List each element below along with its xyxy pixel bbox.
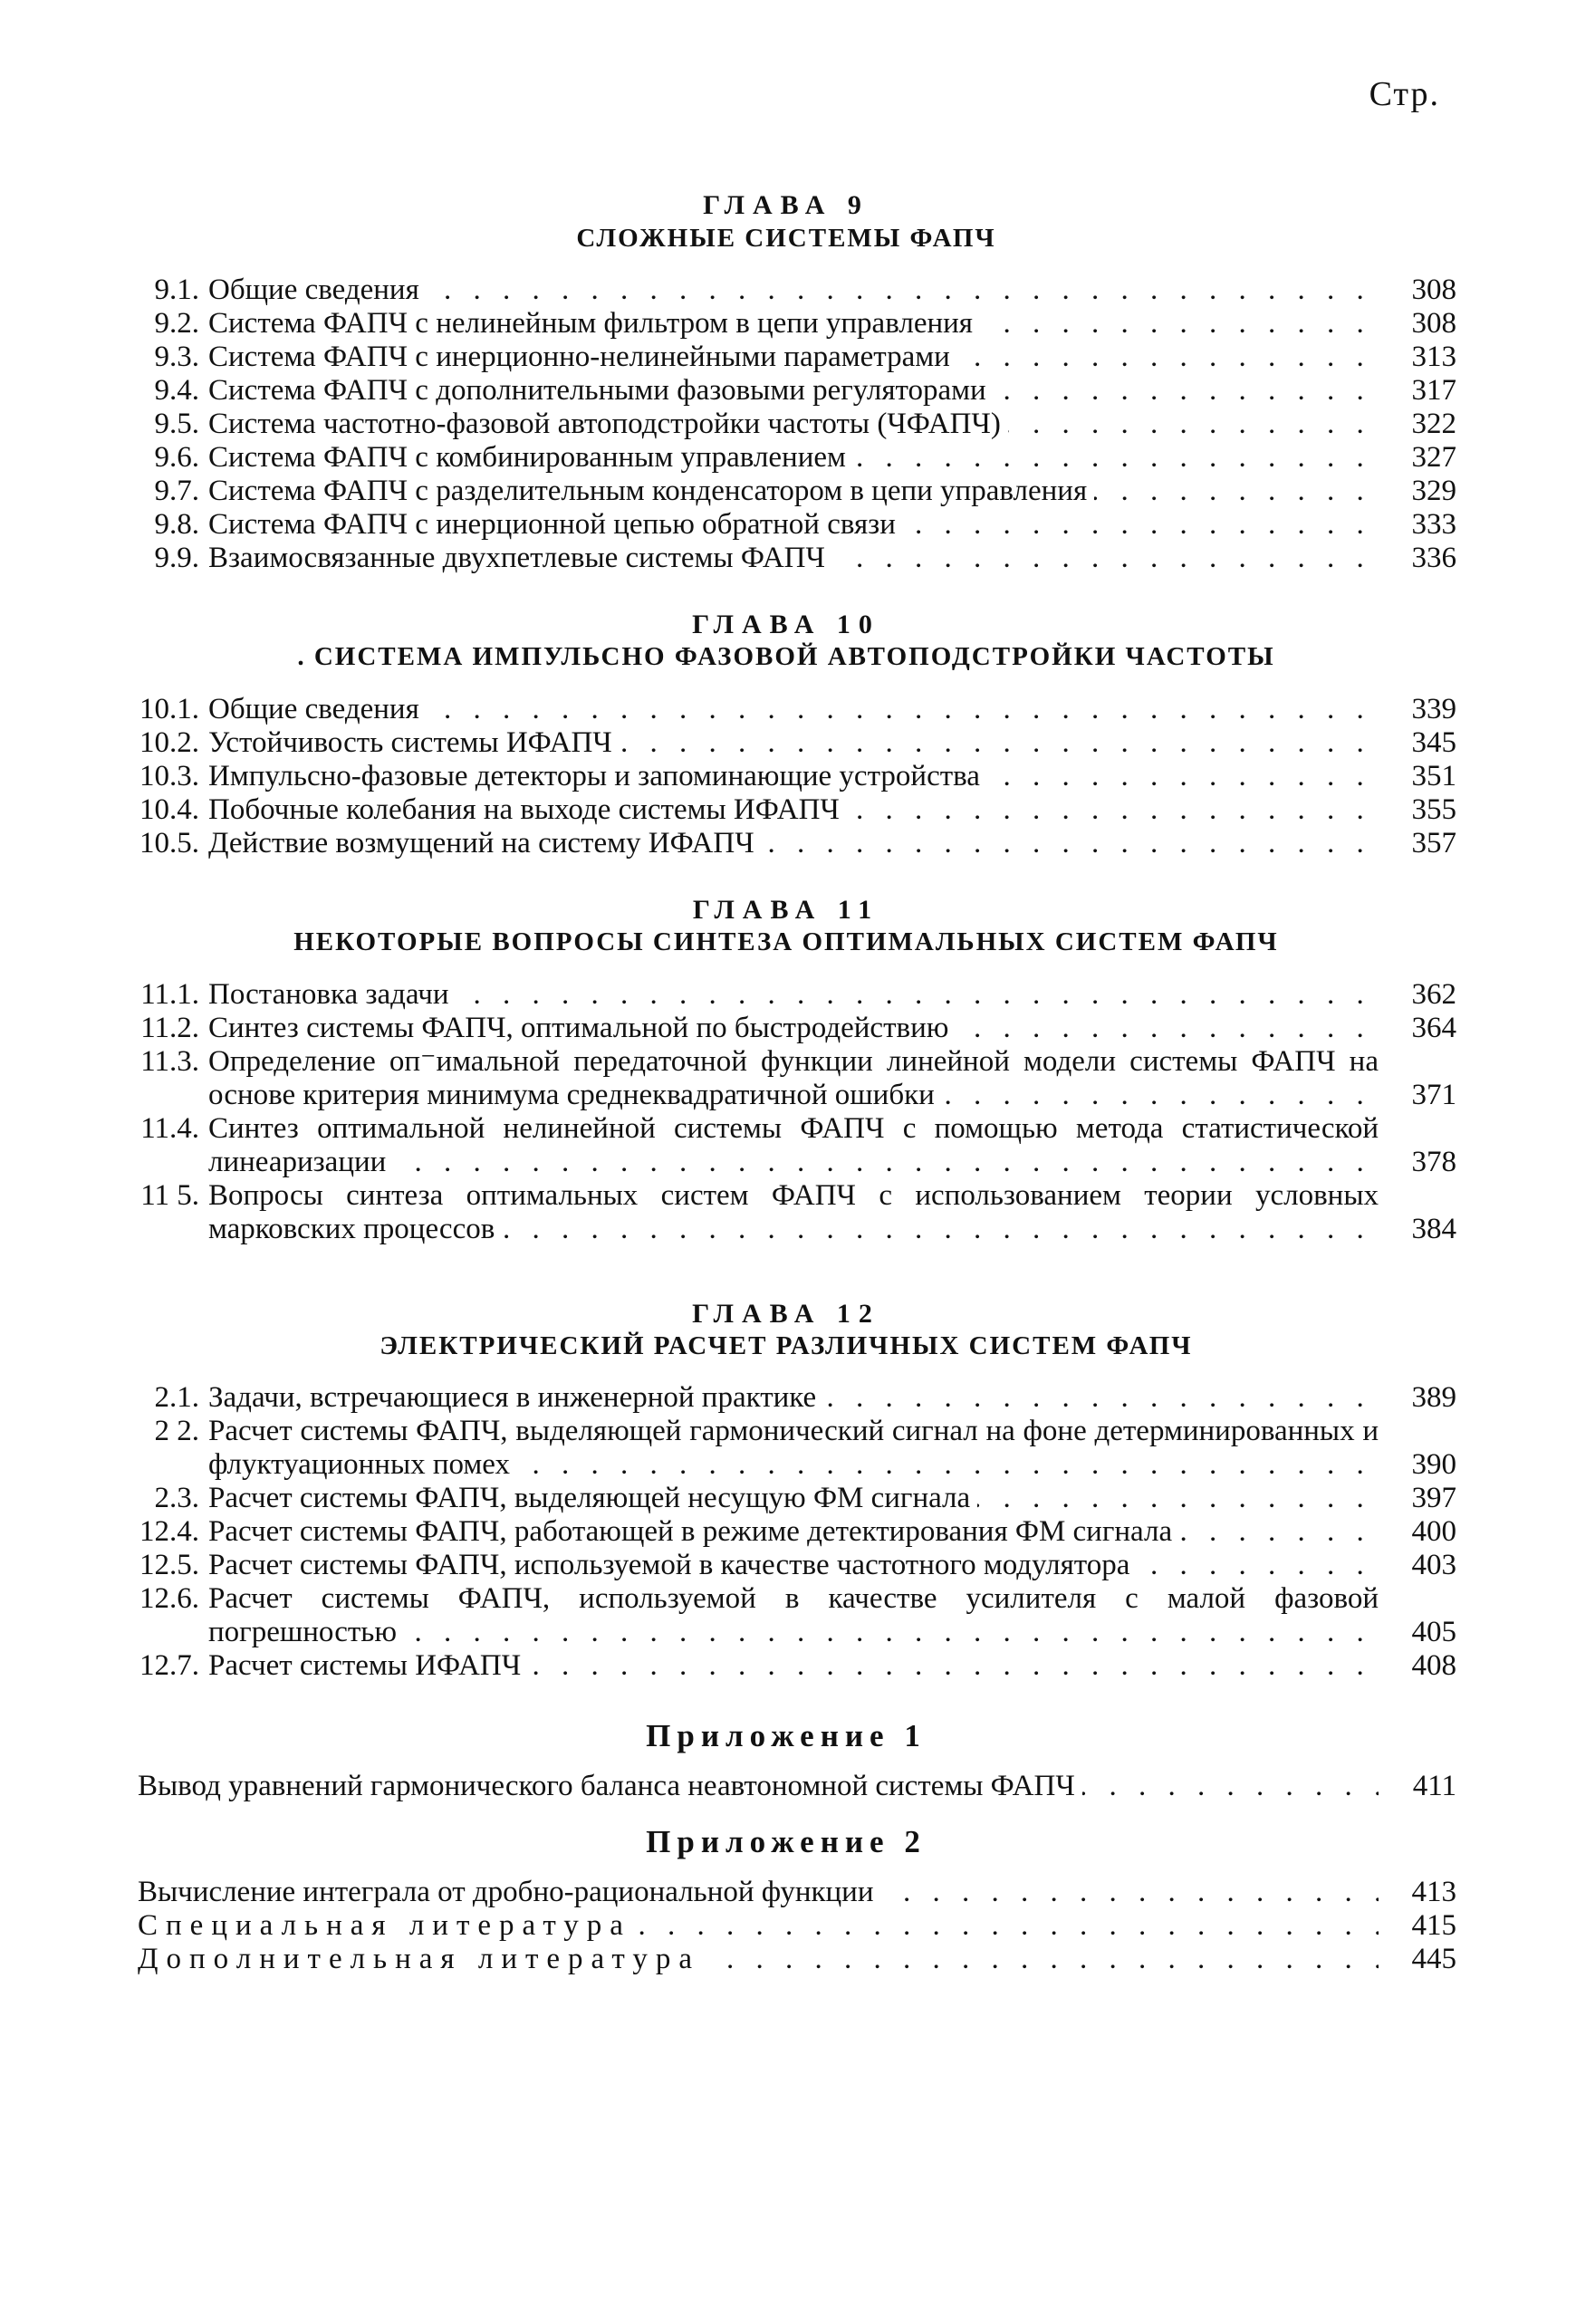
toc-entry[interactable] [116,760,1456,793]
chapter-label: ГЛАВА 9 [703,190,870,220]
entry-number: 11.1. [140,977,199,1011]
entry-page: 403 [1411,1549,1456,1582]
toc-entry[interactable] [116,441,1456,475]
entry-title: Вывод уравнений гармонического баланса неавтономной системы ФАПЧ [138,1770,1082,1802]
toc-entry[interactable] [116,307,1456,341]
toc-entry[interactable] [116,542,1456,575]
entry-page: 308 [1411,273,1456,306]
entry-title: Система ФАПЧ с дополнительными фазовыми регуляторами [208,374,994,407]
toc-entry[interactable] [116,1515,1456,1549]
entry-title: Расчет системы ФАПЧ, используемой в качестве усилителя с малой фазовой погрешностью [208,1582,1379,1649]
toc-entry[interactable] [116,1012,1456,1045]
entry-page: 397 [1411,1482,1456,1515]
entry-page: 322 [1411,407,1456,440]
entry-title: Вопросы синтеза оптимальных систем ФАПЧ с использованием теории условных марковских процессов [208,1178,1379,1245]
chapter-label: ГЛАВА 11 [692,894,880,925]
entry-page: 400 [1411,1515,1456,1549]
toc-entry[interactable] [116,508,1456,542]
entry-number: 9.9. [154,541,199,574]
entry-page: 317 [1411,373,1456,407]
entry-number: 10.3. [139,759,199,792]
entry-page: 445 [1411,1943,1456,1976]
entry-title: Взаимосвязанные двухпетлевые системы ФАПЧ [208,542,832,574]
chapter-12 [116,1299,1456,1684]
toc-entry[interactable] [116,1415,1456,1482]
entry-title: Действие возмущений на систему ИФАПЧ [208,827,762,859]
appendix-heading: Приложение 2 [646,1824,927,1860]
entry-number: 12.5. [139,1549,199,1582]
entry-number: 11 5. [140,1178,199,1212]
entry-number: 10.5. [139,826,199,859]
entry-title: Система ФАПЧ с комбинированным управлением [208,441,853,474]
entry-page: 336 [1411,541,1456,574]
entry-title: Система ФАПЧ с инерционной цепью обратной связи [208,508,903,541]
toc-entry[interactable] [116,1549,1456,1582]
chapter-heading [116,1299,1456,1362]
entry-number: 11.2. [140,1011,199,1044]
entry-page: 329 [1411,474,1456,507]
entry-page: 308 [1411,306,1456,340]
chapter-entries [116,693,1456,860]
toc-entry[interactable] [116,1770,1456,1803]
entry-title: Система ФАПЧ с нелинейным фильтром в цепи управления [208,307,980,340]
chapter-heading [116,610,1456,673]
toc-entry[interactable] [116,1909,1456,1943]
toc-entry[interactable] [116,1649,1456,1683]
entry-title: Расчет системы ИФАПЧ [208,1649,528,1682]
entry-number: 9.4. [154,373,199,407]
toc-entry[interactable] [116,1112,1456,1179]
entry-title: Синтез оптимальной нелинейной системы ФАПЧ с помощью метода статистической линеаризации [208,1111,1379,1178]
entry-number: 9.1. [154,273,199,306]
entry-title: Общие сведения [208,274,427,306]
appendix-2 [116,1823,1456,1976]
entry-number: 9.5. [154,407,199,440]
entry-number: 10.4. [139,792,199,826]
toc-entry[interactable] [116,1045,1456,1112]
entry-number: 9.3. [154,340,199,373]
entry-number: 9.6. [154,440,199,474]
page-column-label: Стр. [1369,75,1440,113]
entry-page: 384 [1411,1212,1456,1245]
entry-number: 9.2. [154,306,199,340]
toc-entry[interactable] [116,693,1456,726]
appendix-1 [116,1717,1456,1803]
entry-page: 313 [1411,340,1456,373]
entry-number: 2.3. [154,1482,199,1515]
entry-page: 411 [1412,1770,1456,1803]
toc-entry[interactable] [116,726,1456,760]
entry-title: Система частотно-фазовой автоподстройки частоты (ЧФАПЧ) [208,408,1008,440]
chapter-heading [116,895,1456,958]
entry-page: 345 [1411,725,1456,759]
entry-page: 415 [1411,1909,1456,1943]
toc-entry[interactable] [116,1179,1456,1246]
toc-entry[interactable] [116,274,1456,307]
entry-number: 10.1. [139,692,199,725]
entry-title: Импульсно-фазовые детекторы и запоминающие устройства [208,760,987,792]
toc-entry[interactable] [116,374,1456,408]
entry-page: 362 [1411,977,1456,1011]
chapter-entries [116,1381,1456,1683]
entry-number: 12.7. [139,1649,199,1683]
entry-number: 2 2. [154,1415,199,1448]
chapter-heading [116,190,1456,254]
entry-page: 413 [1411,1876,1456,1909]
chapter-title: . СИСТЕМА ИМПУЛЬСНО ФАЗОВОЙ АВТОПОДСТРОЙКИ ЧАСТОТЫ [297,642,1275,672]
entry-page: 327 [1411,440,1456,474]
entry-page: 389 [1411,1381,1456,1415]
appendix-entries [116,1770,1456,1803]
appendix-entries [116,1876,1456,1976]
entry-page: 390 [1411,1448,1456,1482]
entry-number: 12.4. [139,1515,199,1549]
entry-number: 11.3. [140,1044,199,1078]
entry-title: Расчет системы ФАПЧ, выделяющей гармонический сигнал на фоне детерминированных и флуктуационных помех [208,1415,1379,1482]
entry-title: Система ФАПЧ с разделительным конденсатором в цепи управления [208,475,1094,507]
chapter-title: ЭЛЕКТРИЧЕСКИЙ РАСЧЕТ РАЗЛИЧНЫХ СИСТЕМ ФАПЧ [380,1331,1193,1361]
entry-title: Постановка задачи [208,978,456,1011]
chapter-title: НЕКОТОРЫЕ ВОПРОСЫ СИНТЕЗА ОПТИМАЛЬНЫХ СИСТЕМ ФАПЧ [293,927,1279,957]
entry-page: 408 [1411,1649,1456,1683]
entry-page: 333 [1411,507,1456,541]
entry-number: 10.2. [139,725,199,759]
entry-page: 371 [1411,1078,1456,1111]
toc-entry[interactable] [116,1876,1456,1909]
entry-title: Побочные колебания на выходе системы ИФАПЧ [208,793,847,826]
entry-page: 364 [1411,1011,1456,1044]
toc-entry[interactable] [116,1582,1456,1649]
entry-title: Вычисление интеграла от дробно-рациональной функции [138,1876,881,1908]
toc-entry[interactable] [116,978,1456,1012]
entry-title: Определение оп⁻имальной передаточной функции линейной модели системы ФАПЧ на основе критерия минимума среднеквадратичной ошибки [208,1044,1379,1111]
entry-page: 357 [1411,826,1456,859]
toc-entry[interactable] [116,793,1456,827]
chapter-title: СЛОЖНЫЕ СИСТЕМЫ ФАПЧ [576,223,996,253]
entry-number: 2.1. [154,1381,199,1415]
toc-entry[interactable] [116,1943,1456,1976]
chapter-11 [116,895,1456,1246]
entry-page: 355 [1411,792,1456,826]
toc-entry[interactable] [116,475,1456,508]
entry-page: 339 [1411,692,1456,725]
entry-title: Общие сведения [208,693,427,725]
entry-title: Задачи, встречающиеся в инженерной практике [208,1381,823,1414]
entry-title: Расчет системы ФАПЧ, выделяющей несущую ФМ сигнала [208,1482,977,1514]
entry-title: Расчет системы ФАПЧ, работающей в режиме детектирования ФМ сигнала [208,1515,1179,1548]
entry-title: Синтез системы ФАПЧ, оптимальной по быстродействию [208,1012,956,1044]
toc-entry[interactable] [116,408,1456,441]
entry-title: Устойчивость системы ИФАПЧ [208,726,620,759]
entry-title: Расчет системы ФАПЧ, используемой в качестве частотного модулятора [208,1549,1137,1581]
entry-page: 378 [1411,1145,1456,1178]
entry-page: 405 [1411,1616,1456,1649]
toc-entry[interactable] [116,341,1456,374]
chapter-10 [116,610,1456,860]
entry-title: Дополнительная литература [138,1943,707,1975]
entry-number: 9.7. [154,474,199,507]
toc-content [116,190,1456,1976]
entry-number: 11.4. [140,1111,199,1145]
entry-number: 9.8. [154,507,199,541]
entry-title: Специальная литература [138,1909,639,1942]
chapter-entries [116,274,1456,575]
appendix-heading: Приложение 1 [646,1718,927,1754]
toc-entry[interactable] [116,1381,1456,1415]
entry-number: 12.6. [139,1582,199,1616]
chapter-entries [116,978,1456,1246]
toc-entry[interactable] [116,827,1456,860]
toc-entry[interactable] [116,1482,1456,1515]
chapter-label: ГЛАВА 12 [692,1298,880,1329]
entry-page: 351 [1411,759,1456,792]
chapter-9 [116,190,1456,575]
entry-title: Система ФАПЧ с инерционно-нелинейными параметрами [208,341,957,373]
chapter-label: ГЛАВА 10 [692,609,880,639]
